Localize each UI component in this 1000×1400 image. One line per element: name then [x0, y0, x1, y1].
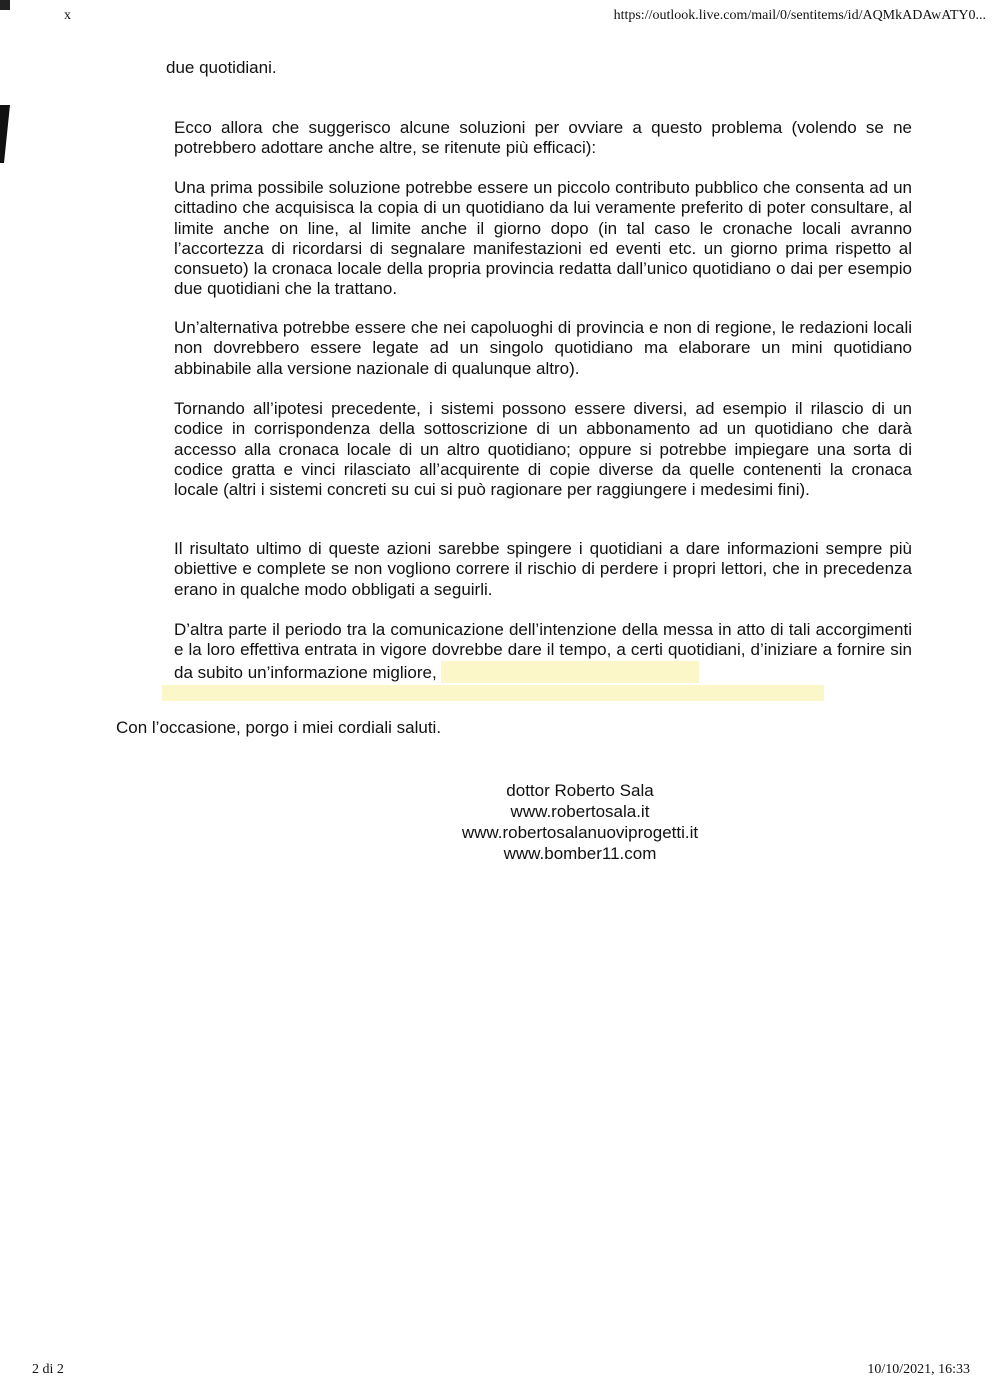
paragraph-2: Una prima possibile soluzione potrebbe essere un piccolo contributo pubblico che consenta ad un cittadino che acquisisca la copia di un quotidiano da lui veramente preferito di poter consultare, al limite anche on line, al limite anche il giorno dopo (in tal caso le cronache locali avranno l’accortezza di ricordarsi di segnalare manifestazioni ed eventi etc. un giorno prima rispetto al consueto) la cronaca locale della propria provincia redatta dall’unico quotidiano o dai per esempio due quotidiani che la trattano. — [174, 178, 912, 299]
signature-link-2: www.robertosalanuoviprogetti.it — [461, 823, 699, 842]
paragraph-3-block — [174, 318, 912, 379]
page-url: https://outlook.live.com/mail/0/sentitems/id/AQMkADAwATY0... — [613, 8, 986, 23]
paragraph-4: Tornando all’ipotesi precedente, i sistemi possono essere diversi, ad esempio il rilascio di un codice in corrispondenza della sottoscrizione di un abbonamento ad un quotidiano che darà accesso alla cronaca locale di un altro quotidiano; oppure si potrebbe impiegare una sorta di codice gratta e vinci rilasciato all’acquirente di copie diverse da quelle contenenti la cronaca locale (altri i sistemi concreti su cui si può ragionare per raggiungere i medesimi fini). — [174, 399, 912, 500]
highlight-mark-line — [162, 685, 824, 701]
signature-block — [440, 780, 720, 864]
paragraph-1-block — [174, 118, 912, 159]
header-fragment: x — [64, 8, 71, 23]
paragraph-6-text: D’altra parte il periodo tra la comunicazione dell’intenzione della messa in atto di tali accorgimenti e la loro effettiva entrata in vigore dovrebbe dare il tempo, a certi quotidiani, d’iniziare a fornire sin da subito un’informazione migliore, — [174, 620, 912, 682]
paragraph-6-block — [174, 620, 912, 683]
closing-line: Con l’occasione, porgo i miei cordiali saluti. — [116, 718, 442, 737]
paragraph-5-block — [174, 539, 912, 600]
scan-artifact — [0, 105, 10, 163]
page-number: 2 di 2 — [32, 1362, 64, 1377]
paragraph-5: Il risultato ultimo di queste azioni sarebbe spingere i quotidiani a dare informazioni sempre più obiettive e complete se non vogliono correre il rischio di perdere i propri lettori, che in precedenza erano in qualche modo obbligati a seguirli. — [174, 539, 912, 599]
signature-link-3: www.bomber11.com — [503, 844, 657, 863]
highlight-mark — [441, 661, 699, 683]
print-datetime: 10/10/2021, 16:33 — [867, 1362, 970, 1377]
paragraph-2-block — [174, 178, 912, 300]
scan-artifact-top — [0, 0, 10, 10]
paragraph-4-block — [174, 399, 912, 500]
paragraph-continuation — [166, 58, 904, 78]
paragraph-0: due quotidiani. — [166, 58, 277, 77]
signature-name: dottor Roberto Sala — [506, 781, 654, 800]
paragraph-3: Un’alternativa potrebbe essere che nei capoluoghi di provincia e non di regione, le redazioni locali non dovrebbero essere legate ad un singolo quotidiano ma elaborare un mini quotidiano abbinabile alla versione nazionale di qualunque altro). — [174, 318, 912, 378]
paragraph-6 — [174, 620, 912, 683]
paragraph-1: Ecco allora che suggerisco alcune soluzioni per ovviare a questo problema (volendo se ne potrebbero adottare anche altre, se ritenute più efficaci): — [174, 118, 912, 158]
signature-link-1: www.robertosala.it — [510, 802, 650, 821]
